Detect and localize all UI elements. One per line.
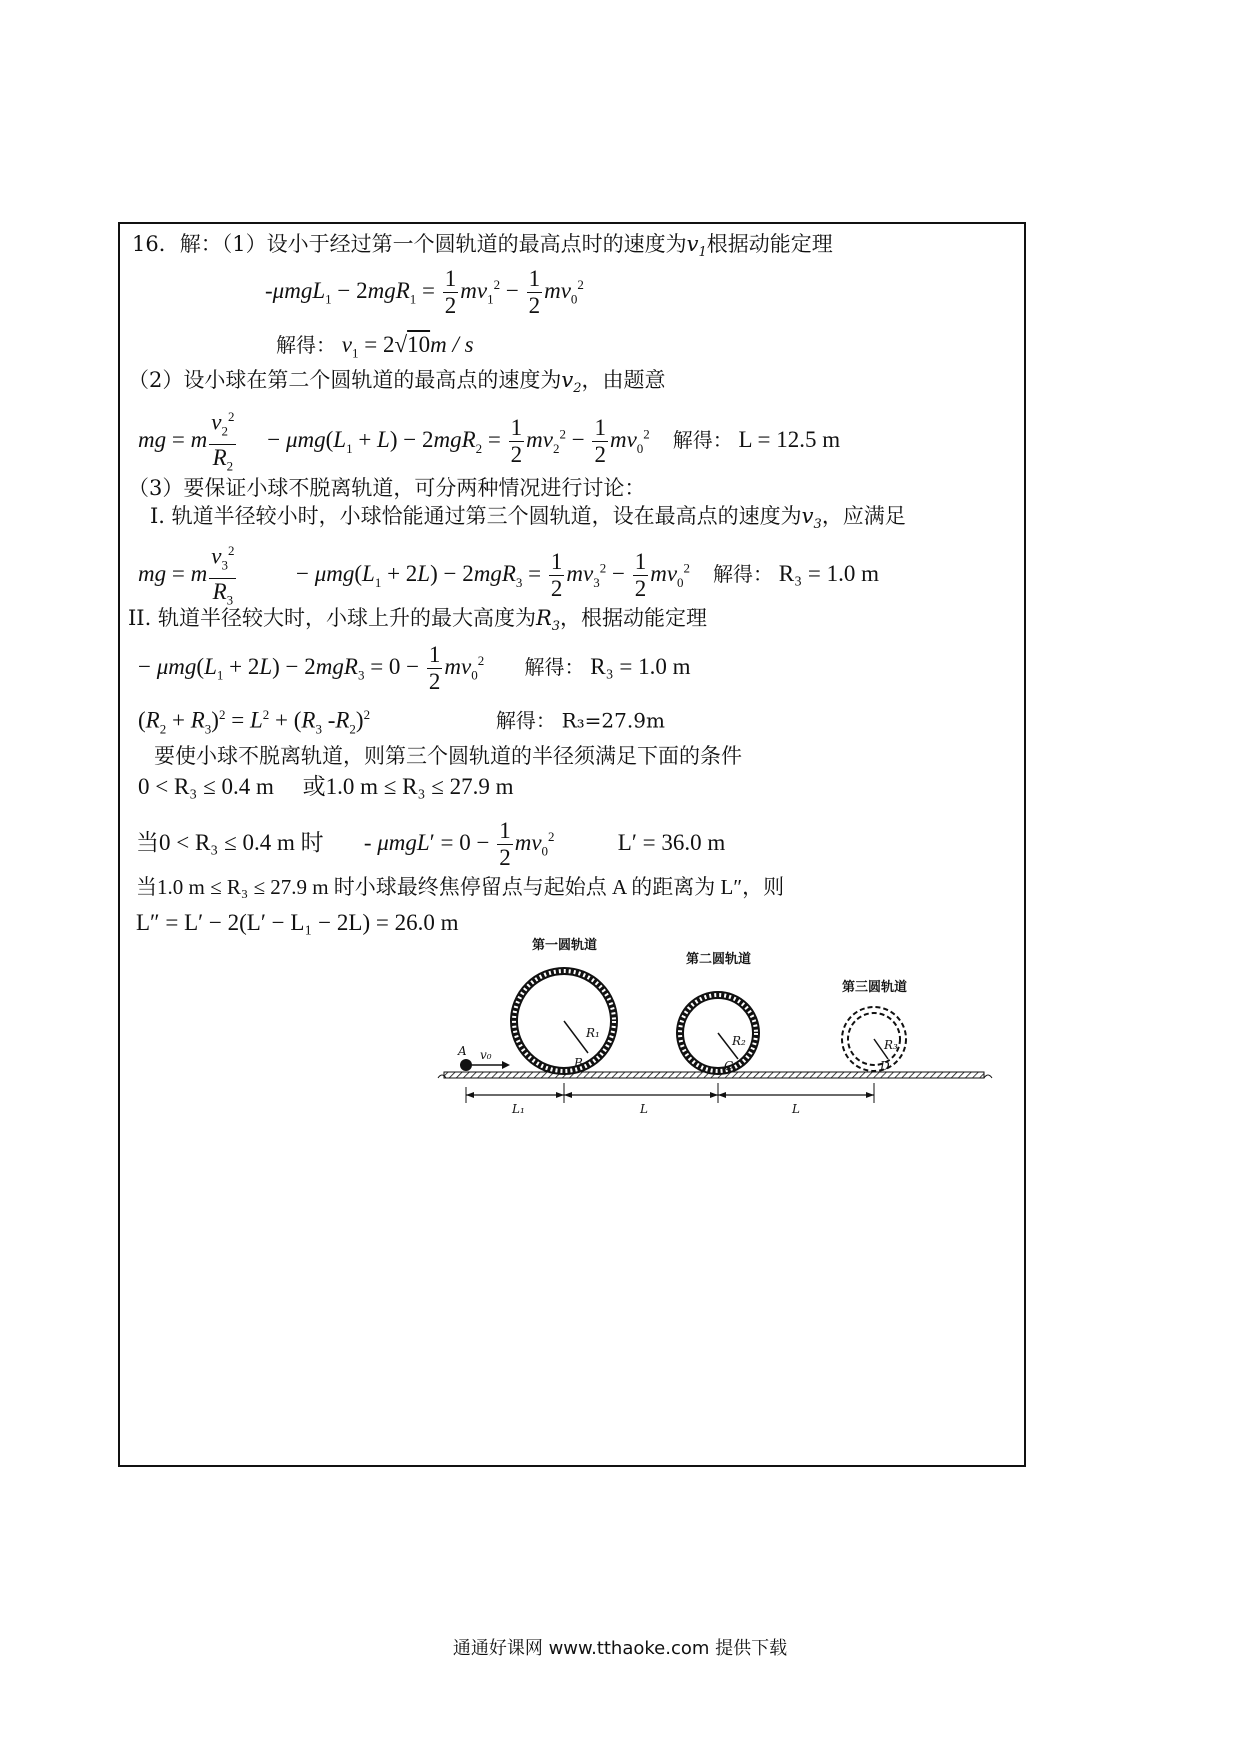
point-a-label: A <box>458 1044 467 1058</box>
case-1-text <box>150 502 906 539</box>
case-large-radius: 当1.0 m ≤ R₃ ≤ 27.9 m 时小球最终焦停留点与起始点 A 的距离为 L″，则 <box>136 875 785 899</box>
v3-symbol: $v_3$ <box>801 504 822 533</box>
v0-label: v₀ <box>480 1048 492 1062</box>
track-diagram <box>436 935 996 1155</box>
case-2-intro: II. 轨道半径较大时，小球上升的最大高度为 <box>128 606 536 630</box>
solution-4-value: R₃ = 1.0 m <box>590 653 691 679</box>
final-result: L″ = L′ − 2(L′ − L₁ − 2L) = 26.0 m <box>136 910 459 935</box>
solution-3-label: 解得： <box>713 562 774 587</box>
case-small-result: L′ = 36.0 m <box>617 829 726 855</box>
equation-3: mg = m $\frac{v_3^2}{R_3}$ − $\mu mg(L_1 + 2L) - 2mgR_3$ = $\frac{1}{2}$ $mv_3^2$ − $\frac{1}{2}$ $mv_0^2$ 解得： R₃ = 1.0 m <box>138 538 879 614</box>
l1-label: L₁ <box>512 1102 525 1116</box>
part-2-tail: ，由题意 <box>581 368 666 392</box>
solution-5-value: R₃=27.9m <box>561 708 665 733</box>
case-1-intro: I. 轨道半径较小时，小球恰能通过第三个圆轨道，设在最高点的速度为 <box>150 504 802 528</box>
radius-range: 0 < R₃ ≤ 0.4 m 或1.0 m ≤ R₃ ≤ 27.9 m <box>138 774 514 799</box>
solution-5-label: 解得： <box>495 708 556 733</box>
v2-symbol: $v_2$ <box>561 368 582 397</box>
r2-label: R₂ <box>732 1034 746 1048</box>
track1-label: 第一圆轨道 <box>532 938 598 953</box>
part-2-text <box>128 366 666 403</box>
point-c-label: C <box>724 1059 734 1073</box>
point-d-label: D <box>880 1059 890 1073</box>
track3-label: 第三圆轨道 <box>842 980 908 995</box>
r1-label: R₁ <box>586 1026 600 1040</box>
solution-1: 解得： $v_1 = 2√10m / s$ <box>276 332 474 361</box>
ball <box>460 1059 472 1071</box>
case-1-tail: ，应满足 <box>821 504 906 528</box>
page-footer: 通通好课网 www.tthaoke.com 提供下载 <box>452 1638 788 1659</box>
part-3-text: （3）要保证小球不脱离轨道，可分两种情况进行讨论： <box>128 476 646 500</box>
condition-text: 要使小球不脱离轨道，则第三个圆轨道的半径须满足下面的条件 <box>154 744 742 768</box>
q16-intro <box>132 230 833 267</box>
intro-tail: 根据动能定理 <box>706 232 833 256</box>
solution-1-label: 解得： <box>276 333 336 357</box>
case-small-radius: 当0 < R₃ ≤ 0.4 m 时 - μmgL′ = 0 − $\frac{1}{2}$ $mv_0^2$ L′ = 36.0 m <box>136 818 726 870</box>
case-small-label: 当0 < R₃ ≤ 0.4 m 时 <box>136 829 324 855</box>
case-2-text <box>128 604 707 641</box>
equation-1: -μmgL$_1$ − 2mgR$_1$ = $\frac{1}{2}$ $mv_1^2$ − $\frac{1}{2}$ $mv_0^2$ <box>265 266 584 318</box>
r1-line <box>564 1021 588 1053</box>
solution-2-label: 解得： <box>672 428 733 453</box>
case-2-tail: ，根据动能定理 <box>560 606 708 630</box>
velocity-arrow-icon <box>502 1061 510 1069</box>
equation-5: $(R_2 + R_3)^2 = L^2 + (R_3$ $-R_2)^2$ 解得： R₃=27.9m <box>138 707 665 737</box>
equation-2: mg = m $\frac{v_2^2}{R_2}$ − $\mu mg(L_1 + L) - 2mgR_2$ = $\frac{1}{2}$ $mv_2^2$ − $\frac{1}{2}$ $mv_0^2$ 解得： L = 12.5 m <box>138 404 840 480</box>
v1-symbol: $v_1$ <box>686 232 707 261</box>
equation-4: − $\mu mg(L_1 + 2L) - 2mgR_3 = 0$ − $\frac{1}{2}$ $mv_0^2$ 解得： R₃ = 1.0 m <box>138 642 691 694</box>
l-label-2: L <box>792 1102 800 1116</box>
point-b-label: B <box>574 1056 583 1070</box>
solution-3-value: R₃ = 1.0 m <box>778 561 880 587</box>
l-label-1: L <box>640 1102 648 1116</box>
part-2-intro: （2）设小球在第二个圆轨道的最高点的速度为 <box>128 368 562 392</box>
solution-4-label: 解得： <box>524 654 585 679</box>
r3-label: R₃ <box>884 1038 898 1052</box>
r3-symbol: $R_3$ <box>535 606 561 635</box>
track2-label: 第二圆轨道 <box>686 952 752 967</box>
solution-2-value: L = 12.5 m <box>738 427 841 453</box>
intro-text: 16．解：（1）设小于经过第一个圆轨道的最高点时的速度为 <box>132 232 687 256</box>
